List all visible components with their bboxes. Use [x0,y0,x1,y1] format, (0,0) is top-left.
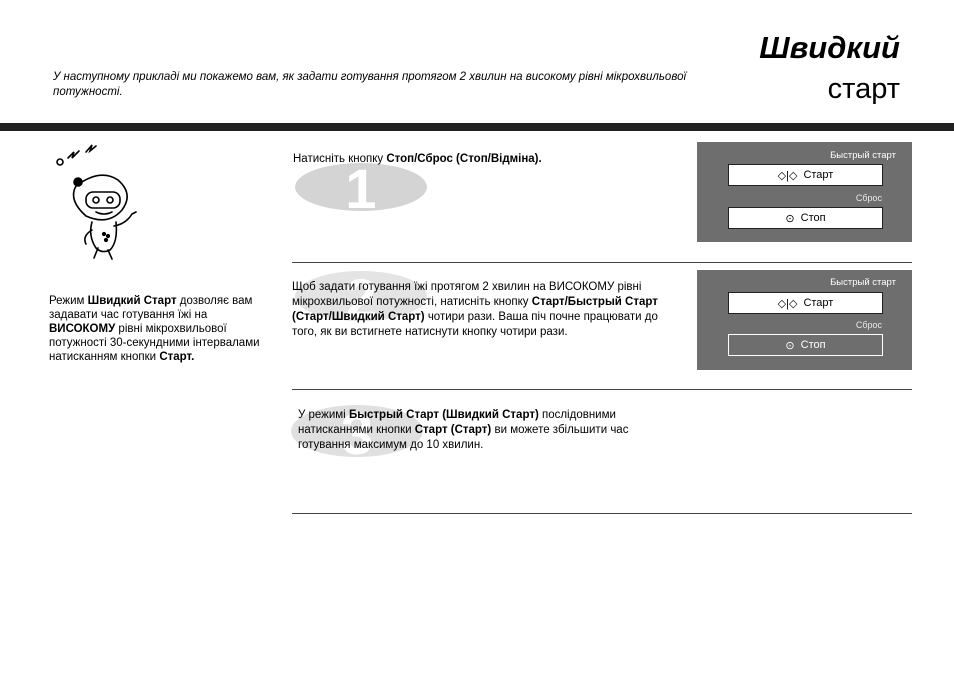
step-2-text: Щоб задати готування їжі протягом 2 хвилин на ВИСОКОМУ рівні мікрохвильової потужності, натисніть кнопку Старт/Быстрый Старт (Старт/Швидкий Старт) чотири рази. Ваша піч почне працювати до того, як ви встигнете натиснути кнопку чотири рази. [292,281,658,338]
page-title: Швидкий [759,30,900,65]
intro-text: У наступному прикладі ми покажемо вам, як задати готування протягом 2 хвилин на високому рівні мікрохвильової потужності. [53,71,687,98]
stop-circle-icon: ⊙ [785,339,795,352]
step-divider-1 [292,262,912,263]
step-divider-3 [292,513,912,514]
step-1-text: Натисніть кнопку Стоп/Сброс (Стоп/Відміна). [293,153,542,165]
stop-button[interactable]: ⊙ Стоп [728,207,883,229]
stop-button[interactable]: ⊙ Стоп [728,334,883,356]
start-button[interactable]: ◇|◇ Старт [728,164,883,186]
control-panel-2 [697,270,912,370]
svg-text:3: 3 [340,404,374,458]
start-diamond-icon: ◇|◇ [777,297,798,310]
svg-text:1: 1 [345,162,377,212]
start-button[interactable]: ◇|◇ Старт [728,292,883,314]
microwave-mascot-icon [48,142,158,262]
reset-label: Сброс [855,320,882,330]
step-divider-2 [292,389,912,390]
quick-start-description: Режим Швидкий Старт дозволяє вам задавати час готування їжі на ВИСОКОМУ рівні мікрохвильової потужності 30-секундними інтервалами натисканням кнопки Старт. [49,295,260,363]
header-rule [0,123,954,131]
control-panel-1 [697,142,912,242]
reset-label: Сброс [855,193,882,203]
svg-text:2: 2 [345,270,377,322]
panel-title: Быстрый старт [830,150,896,161]
page-subtitle: старт [827,73,900,105]
step-number-1 [294,162,428,212]
stop-circle-icon: ⊙ [785,212,795,225]
panel-title: Быстрый старт [830,277,896,288]
step-3-text: У режимі Быстрый Старт (Швидкий Старт) послідовними натисканнями кнопки Старт (Старт) ви можете збільшити час готування максимум до 10 хвилин. [298,409,629,451]
start-diamond-icon: ◇|◇ [777,169,798,182]
